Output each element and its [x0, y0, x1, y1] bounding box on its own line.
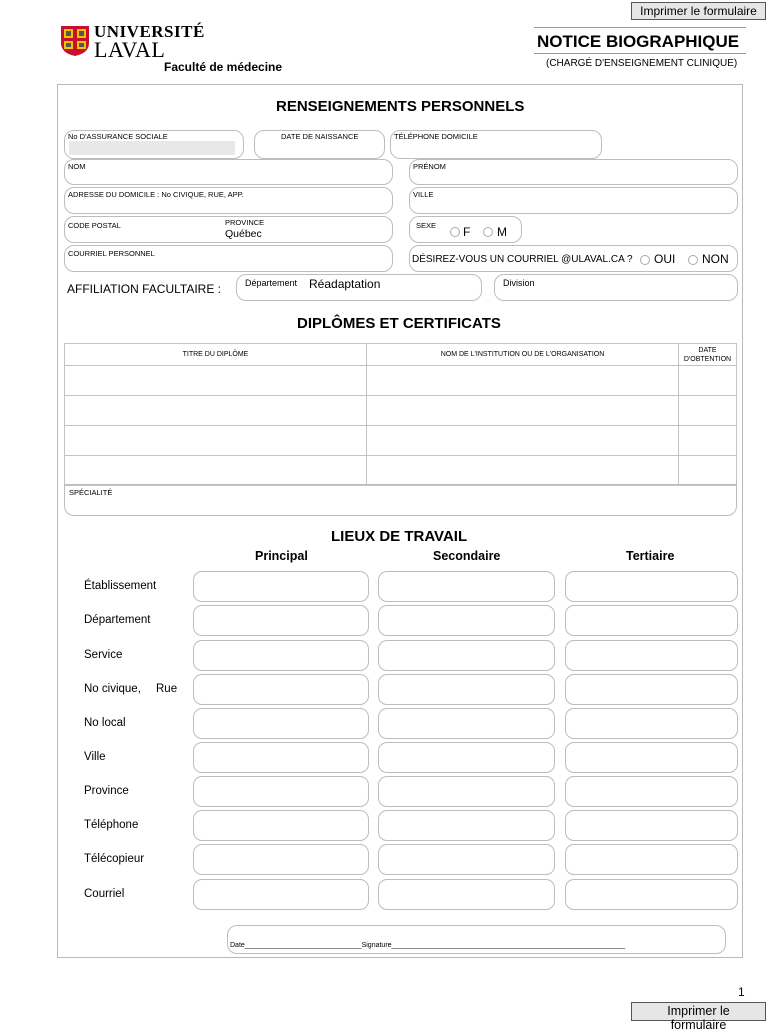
specialite-field[interactable]	[64, 484, 737, 516]
doc-subtitle: (CHARGÉ D'ENSEIGNEMENT CLINIQUE)	[546, 58, 738, 69]
postal-label: CODE POSTAL	[68, 221, 121, 230]
home-phone-field[interactable]	[390, 130, 602, 159]
work-field-secondaire[interactable]	[378, 879, 555, 910]
table-cell[interactable]	[65, 366, 367, 396]
logo-line2: LAVAL	[94, 37, 166, 62]
nas-input-shading	[69, 141, 235, 155]
work-row-label: Département	[84, 614, 151, 626]
oui-label: OUI	[654, 252, 676, 266]
work-field-tertiaire[interactable]	[565, 844, 738, 875]
table-cell[interactable]	[679, 456, 737, 486]
work-row-label: No civique,	[84, 683, 141, 695]
work-field-principal[interactable]	[193, 879, 369, 910]
work-field-principal[interactable]	[193, 605, 369, 636]
col-date-2: D'OBTENTION	[683, 355, 732, 363]
work-field-secondaire[interactable]	[378, 605, 555, 636]
work-field-principal[interactable]	[193, 640, 369, 671]
col-titre-diplome: TITRE DU DIPLÔME	[182, 351, 249, 358]
sexe-m-label: M	[497, 225, 507, 239]
col-tertiaire: Tertiaire	[626, 549, 675, 563]
work-field-principal[interactable]	[193, 571, 369, 602]
work-field-principal[interactable]	[193, 776, 369, 807]
personal-heading: RENSEIGNEMENTS PERSONNELS	[276, 98, 525, 115]
print-form-button-bottom[interactable]: Imprimer le formulaire	[631, 1002, 766, 1021]
work-field-tertiaire[interactable]	[565, 742, 738, 773]
address-field[interactable]	[64, 187, 393, 214]
province-label: PROVINCE	[225, 218, 265, 227]
table-row	[65, 426, 737, 456]
specialite-label: SPÉCIALITÉ	[69, 488, 113, 497]
work-field-principal[interactable]	[193, 844, 369, 875]
table-cell[interactable]	[65, 426, 367, 456]
ulaval-email-field	[409, 245, 738, 272]
diplomes-table	[64, 343, 737, 486]
faculty-name: Faculté de médecine	[164, 60, 283, 74]
table-cell[interactable]	[367, 426, 679, 456]
table-row	[65, 456, 737, 486]
dob-field[interactable]	[254, 130, 385, 159]
work-row-rue-label: Rue	[156, 683, 178, 695]
dob-label: DATE DE NAISSANCE	[281, 132, 359, 141]
work-field-tertiaire[interactable]	[565, 640, 738, 671]
work-field-tertiaire[interactable]	[565, 571, 738, 602]
work-field-tertiaire[interactable]	[565, 776, 738, 807]
work-row-label: Téléphone	[84, 819, 139, 831]
departement-label: Département	[245, 278, 298, 288]
title-rule-2	[534, 53, 746, 54]
oui-radio[interactable]	[640, 255, 650, 265]
col-institution: NOM DE L'INSTITUTION OU DE L'ORGANISATION	[440, 351, 605, 358]
work-row-label: Service	[84, 649, 123, 661]
travail-heading: LIEUX DE TRAVAIL	[331, 528, 468, 545]
email-label: COURRIEL PERSONNEL	[68, 249, 155, 258]
work-field-secondaire[interactable]	[378, 571, 555, 602]
work-field-tertiaire[interactable]	[565, 605, 738, 636]
work-field-principal[interactable]	[193, 742, 369, 773]
province-value: Québec	[225, 228, 262, 240]
affiliation-label: AFFILIATION FACULTAIRE :	[67, 282, 222, 296]
table-cell[interactable]	[367, 396, 679, 426]
table-row	[65, 396, 737, 426]
work-field-secondaire[interactable]	[378, 674, 555, 705]
email-field[interactable]	[64, 245, 393, 272]
table-cell[interactable]	[367, 456, 679, 486]
address-label: ADRESSE DU DOMICILE : No CIVIQUE, RUE, APP.	[68, 190, 244, 199]
work-row-label: Courriel	[84, 888, 125, 900]
col-secondaire: Secondaire	[433, 549, 501, 563]
work-field-tertiaire[interactable]	[565, 879, 738, 910]
prenom-label: PRÉNOM	[413, 162, 446, 171]
work-row-label: Télécopieur	[84, 853, 145, 865]
work-field-secondaire[interactable]	[378, 742, 555, 773]
work-row-label: No local	[84, 717, 126, 729]
work-row-label: Ville	[84, 751, 106, 763]
date-signature-line[interactable]: Date______________________________Signature____________________________________________________________	[230, 942, 626, 949]
ulaval-question: DÉSIREZ-VOUS UN COURRIEL @ULAVAL.CA ?	[412, 254, 633, 265]
work-field-secondaire[interactable]	[378, 810, 555, 841]
work-field-principal[interactable]	[193, 810, 369, 841]
doc-title: NOTICE BIOGRAPHIQUE	[537, 32, 740, 51]
work-field-tertiaire[interactable]	[565, 810, 738, 841]
work-row-label: Province	[84, 785, 129, 797]
table-row	[65, 366, 737, 396]
ville-field[interactable]	[409, 187, 738, 214]
division-label: Division	[503, 278, 535, 288]
sexe-field	[409, 216, 522, 243]
sexe-label: SEXE	[416, 221, 437, 230]
col-principal: Principal	[255, 549, 308, 563]
work-row-label: Établissement	[84, 580, 157, 592]
diplomes-heading: DIPLÔMES ET CERTIFICATS	[297, 315, 501, 332]
table-cell[interactable]	[65, 396, 367, 426]
non-radio[interactable]	[688, 255, 698, 265]
departement-field[interactable]	[236, 274, 482, 301]
university-crest-icon	[60, 25, 90, 57]
nom-field[interactable]	[64, 159, 393, 185]
ville-label: VILLE	[413, 190, 434, 199]
signature-box	[227, 925, 726, 954]
nas-label: No D'ASSURANCE SOCIALE	[68, 132, 168, 141]
work-field-tertiaire[interactable]	[565, 708, 738, 739]
sexe-f-label: F	[463, 225, 471, 239]
non-label: NON	[702, 252, 729, 266]
departement-value: Réadaptation	[309, 277, 381, 291]
work-field-secondaire[interactable]	[378, 640, 555, 671]
home-phone-label: TÉLÉPHONE DOMICILE	[394, 132, 478, 141]
print-form-button-top[interactable]: Imprimer le formulaire	[631, 2, 766, 20]
prenom-field[interactable]	[409, 159, 738, 185]
title-rule	[534, 27, 746, 28]
nom-label: NOM	[68, 162, 86, 171]
sexe-f-radio[interactable]	[450, 227, 460, 237]
work-field-principal[interactable]	[193, 708, 369, 739]
work-field-tertiaire[interactable]	[565, 674, 738, 705]
work-field-principal[interactable]	[193, 674, 369, 705]
sexe-m-radio[interactable]	[483, 227, 493, 237]
table-cell[interactable]	[679, 426, 737, 456]
work-field-secondaire[interactable]	[378, 708, 555, 739]
col-date-1: DATE	[698, 346, 717, 354]
table-cell[interactable]	[367, 366, 679, 396]
division-field[interactable]	[494, 274, 738, 301]
work-field-secondaire[interactable]	[378, 844, 555, 875]
table-cell[interactable]	[679, 366, 737, 396]
logo-line1: UNIVERSITÉ	[94, 22, 205, 41]
nas-field[interactable]	[64, 130, 244, 159]
table-cell[interactable]	[679, 396, 737, 426]
work-field-secondaire[interactable]	[378, 776, 555, 807]
page-number: 1	[738, 985, 745, 999]
postal-province-field[interactable]	[64, 216, 393, 243]
table-cell[interactable]	[65, 456, 367, 486]
